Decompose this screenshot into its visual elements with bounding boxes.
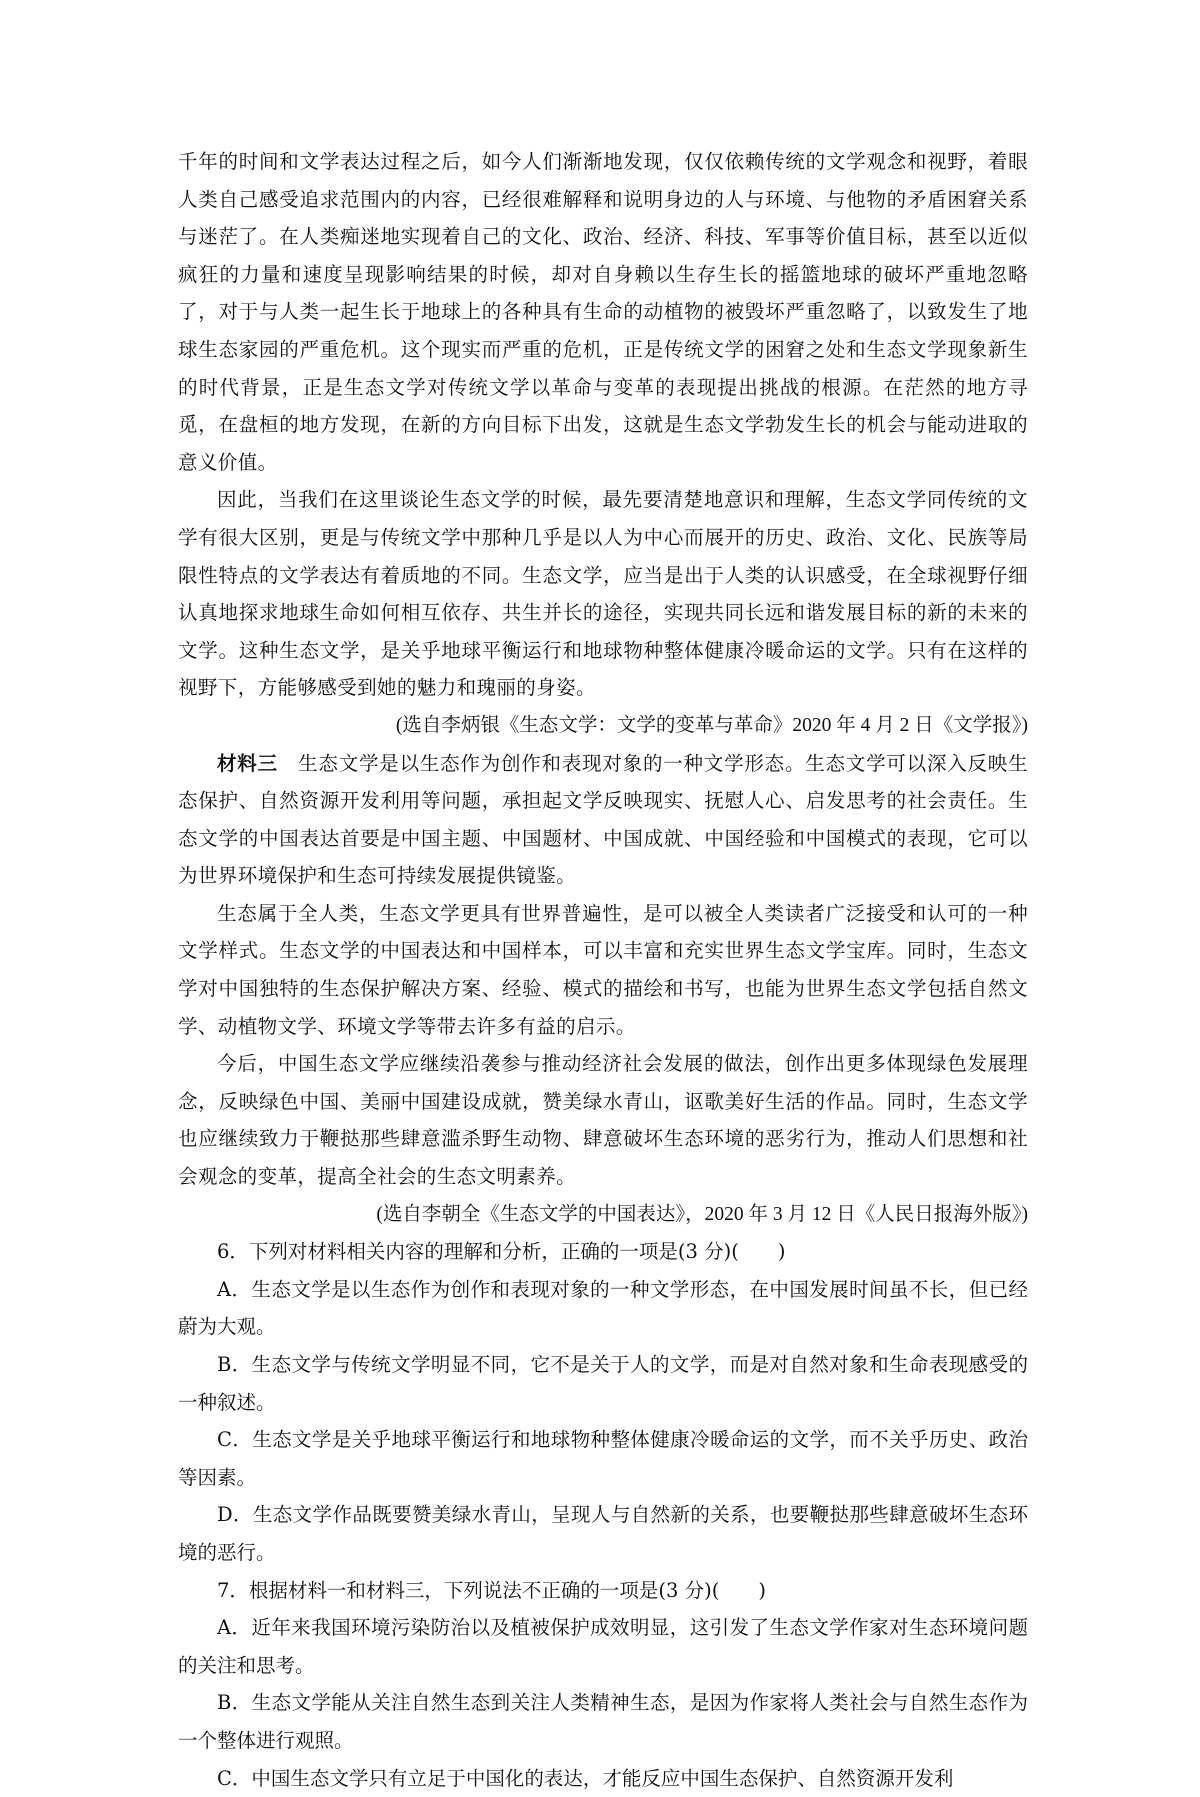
material3-text: 生态文学是以生态作为创作和表现对象的一种文学形态。生态文学可以深入反映生态保护、自然资源开发利用等问题，承担起文学反映现实、抚慰人心、启发思考的社会责任。生态文学的中国表达首要是中国主题、中国题材、中国成就、中国经验和中国模式的表现，它可以为世界环境保护和生态可持续发展提供镜鉴。: [178, 751, 1028, 888]
question-6-option-d: D．生态文学作品既要赞美绿水青山，呈现人与自然新的关系，也要鞭挞那些肆意破坏生态环境的恶行。: [178, 1503, 1028, 1564]
source-citation-material2: (选自李炳银《生态文学：文学的变革与革命》2020 年 4 月 2 日《文学报》): [395, 714, 1028, 736]
paragraph-material3-third: 今后，中国生态文学应继续沿袭参与推动经济社会发展的做法，创作出更多体现绿色发展理念，反映绿色中国、美丽中国建设成就，赞美绿水青山，讴歌美好生活的作品。同时，生态文学也应继续致力于鞭挞那些肆意滥杀野生动物、肆意破坏生态环境的恶劣行为，推动人们思想和社会观念的变革，提高全社会的生态文明素养。: [178, 1052, 1028, 1189]
question-7-option-a: A．近年来我国环境污染防治以及植被保护成效明显，这引发了生态文学作家对生态环境问题的关注和思考。: [178, 1616, 1028, 1677]
source-citation-material3: (选自李朝全《生态文学的中国表达》，2020 年 3 月 12 日《人民日报海外版》): [376, 1203, 1028, 1225]
document-body: [178, 143, 1028, 1797]
paragraph-continued: 千年的时间和文学表达过程之后，如今人们渐渐地发现，仅仅依赖传统的文学观念和视野，着眼人类自己感受追求范围内的内容，已经很难解释和说明身边的人与环境、与他物的矛盾困窘关系与迷茫了。在人类痴迷地实现着自己的文化、政治、经济、科技、军事等价值目标，甚至以近似疯狂的力量和速度呈现影响结果的时候，却对自身赖以生存生长的摇篮地球的破坏严重地忽略了，对于与人类一起生长于地球上的各种具有生命的动植物的被毁坏严重忽略了，以致发生了地球生态家园的严重危机。这个现实而严重的危机，正是传统文学的困窘之处和生态文学现象新生的时代背景，正是生态文学对传统文学以革命与变革的表现提出挑战的根源。在茫然的地方寻觅，在盘桓的地方发现，在新的方向目标下出发，这就是生态文学勃发生长的机会与能动进取的意义价值。: [178, 150, 1028, 474]
question-6-option-b: B．生态文学与传统文学明显不同，它不是关于人的文学，而是对自然对象和生命表现感受的一种叙述。: [178, 1353, 1028, 1414]
paragraph-material3-intro: [178, 745, 1028, 895]
question-7-option-c: C．中国生态文学只有立足于中国化的表达，才能反应中国生态保护、自然资源开发利: [217, 1766, 954, 1790]
question-6-option-c: C．生态文学是关乎地球平衡运行和地球物种整体健康冷暖命运的文学，而不关乎历史、政治等因素。: [178, 1428, 1028, 1489]
question-6-option-a: A．生态文学是以生态作为创作和表现对象的一种文学形态，在中国发展时间虽不长，但已经蔚为大观。: [178, 1277, 1028, 1339]
question-6-stem: 6．下列对材料相关内容的理解和分析，正确的一项是(3 分)( ): [217, 1240, 786, 1264]
material3-label: 材料三: [217, 751, 278, 775]
paragraph-material3-second: 生态属于全人类，生态文学更具有世界普遍性，是可以被全人类读者广泛接受和认可的一种文学样式。生态文学的中国表达和中国样本，可以丰富和充实世界生态文学宝库。同时，生态文学对中国独特的生态保护解决方案、经验、模式的描绘和书写，也能为世界生态文学包括自然文学、动植物文学、环境文学等带去许多有益的启示。: [178, 901, 1028, 1038]
paragraph-therefore: 因此，当我们在这里谈论生态文学的时候，最先要清楚地意识和理解，生态文学同传统的文学有很大区别，更是与传统文学中那种几乎是以人为中心而展开的历史、政治、文化、民族等局限性特点的文学表达有着质地的不同。生态文学，应当是出于人类的认识感受，在全球视野仔细认真地探求地球生命如何相互依存、共生并长的途径，实现共同长远和谐发展目标的新的未来的文学。这种生态文学，是关乎地球平衡运行和地球物种整体健康冷暖命运的文学。只有在这样的视野下，方能够感受到她的魅力和瑰丽的身姿。: [178, 488, 1028, 700]
question-7-option-b: B．生态文学能从关注自然生态到关注人类精神生态，是因为作家将人类社会与自然生态作为一个整体进行观照。: [178, 1691, 1028, 1752]
question-7-stem: 7．根据材料一和材料三，下列说法不正确的一项是(3 分)( ): [217, 1578, 766, 1602]
